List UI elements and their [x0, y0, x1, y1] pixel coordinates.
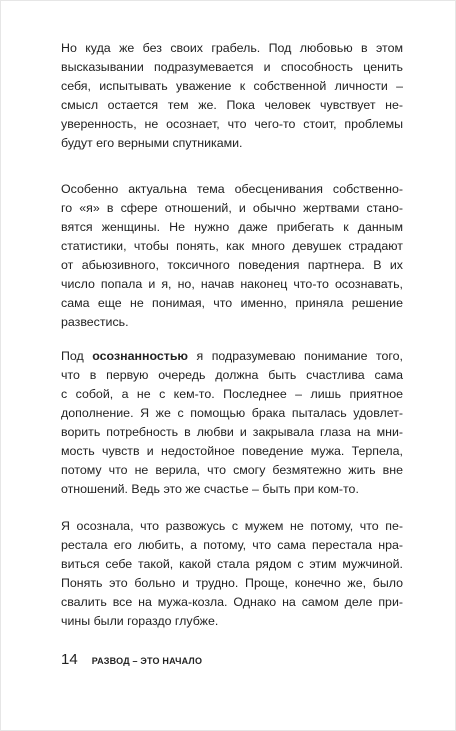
text-line: с собой, а не с кем-то. Последнее – лишь приятное [61, 387, 403, 401]
text-line: число попала и я, но, начав наконец что-то осознавать, [61, 277, 403, 291]
text-fragment: Под [61, 349, 93, 363]
text-line: виться себе такой, какой стала рядом с этим мужчиной. [61, 557, 403, 571]
text-line: го «я» в сфере отношений, и обычно жертвами стано- [61, 201, 403, 215]
text-line: рестала его любить, а потому, что сама перестала нра- [61, 538, 403, 552]
text-line: мость чувств и недостойное поведение мужа. Терпела, [61, 444, 403, 458]
text-line: статистики, чтобы понять, как много девушек страдают [61, 239, 403, 253]
text-line: Я осознала, что развожусь с мужем не потому, что пе- [61, 519, 403, 533]
text-line: себя, испытывать уважение к собственной личности – [61, 79, 403, 93]
running-title: РАЗВОД – ЭТО НАЧАЛО [91, 656, 203, 666]
text-line: потому что не верила, что смогу безмятежно жить вне [61, 463, 403, 477]
text-line: Но куда же без своих грабель. Под любовью в этом [61, 41, 403, 55]
paragraph-3 [61, 347, 403, 499]
page-footer [61, 651, 202, 671]
text-line: от абьюзивного, токсичного поведения партнера. В их [61, 258, 403, 272]
paragraph-1 [61, 39, 403, 153]
emphasized-term: осознанностью [92, 349, 189, 363]
text-line: развестись. [61, 315, 129, 329]
text-line: Особенно актуальна тема обесценивания собственно- [61, 182, 403, 196]
text-line: дополнение. Я же с помощью брака пыталась удовлет- [61, 406, 403, 420]
text-line [61, 347, 403, 366]
text-line: что в первую очередь должна быть счастлива сама [61, 368, 403, 382]
text-line: уверенность, не осознает, что чего-то стоит, проблемы [61, 117, 403, 131]
text-line: будут его верными спутниками. [61, 136, 243, 150]
text-line: высказывании подразумевается и способность ценить [61, 60, 403, 74]
text-fragment: я подразумеваю понимание того, [188, 349, 403, 363]
paragraph-4 [61, 517, 403, 631]
text-line: Понять это больно и трудно. Проще, конечно же, было [61, 576, 403, 590]
paragraph-2 [61, 180, 403, 332]
text-line: смысл остается тем же. Пока человек чувствует не- [61, 98, 403, 112]
text-line: ворить потребность в любви и закрывала глаза на мни- [61, 425, 403, 439]
text-line: чины были гораздо глубже. [61, 614, 219, 628]
text-line: свалить все на мужа-козла. Однако на самом деле при- [61, 595, 403, 609]
text-line: отношений. Ведь это же счастье – быть при ком-то. [61, 482, 359, 496]
text-line: вятся женщины. Не нужно даже прибегать к данным [61, 220, 403, 234]
text-line: сама еще не понимая, что именно, приняла решение [61, 296, 403, 310]
page-number: 14 [61, 651, 78, 668]
